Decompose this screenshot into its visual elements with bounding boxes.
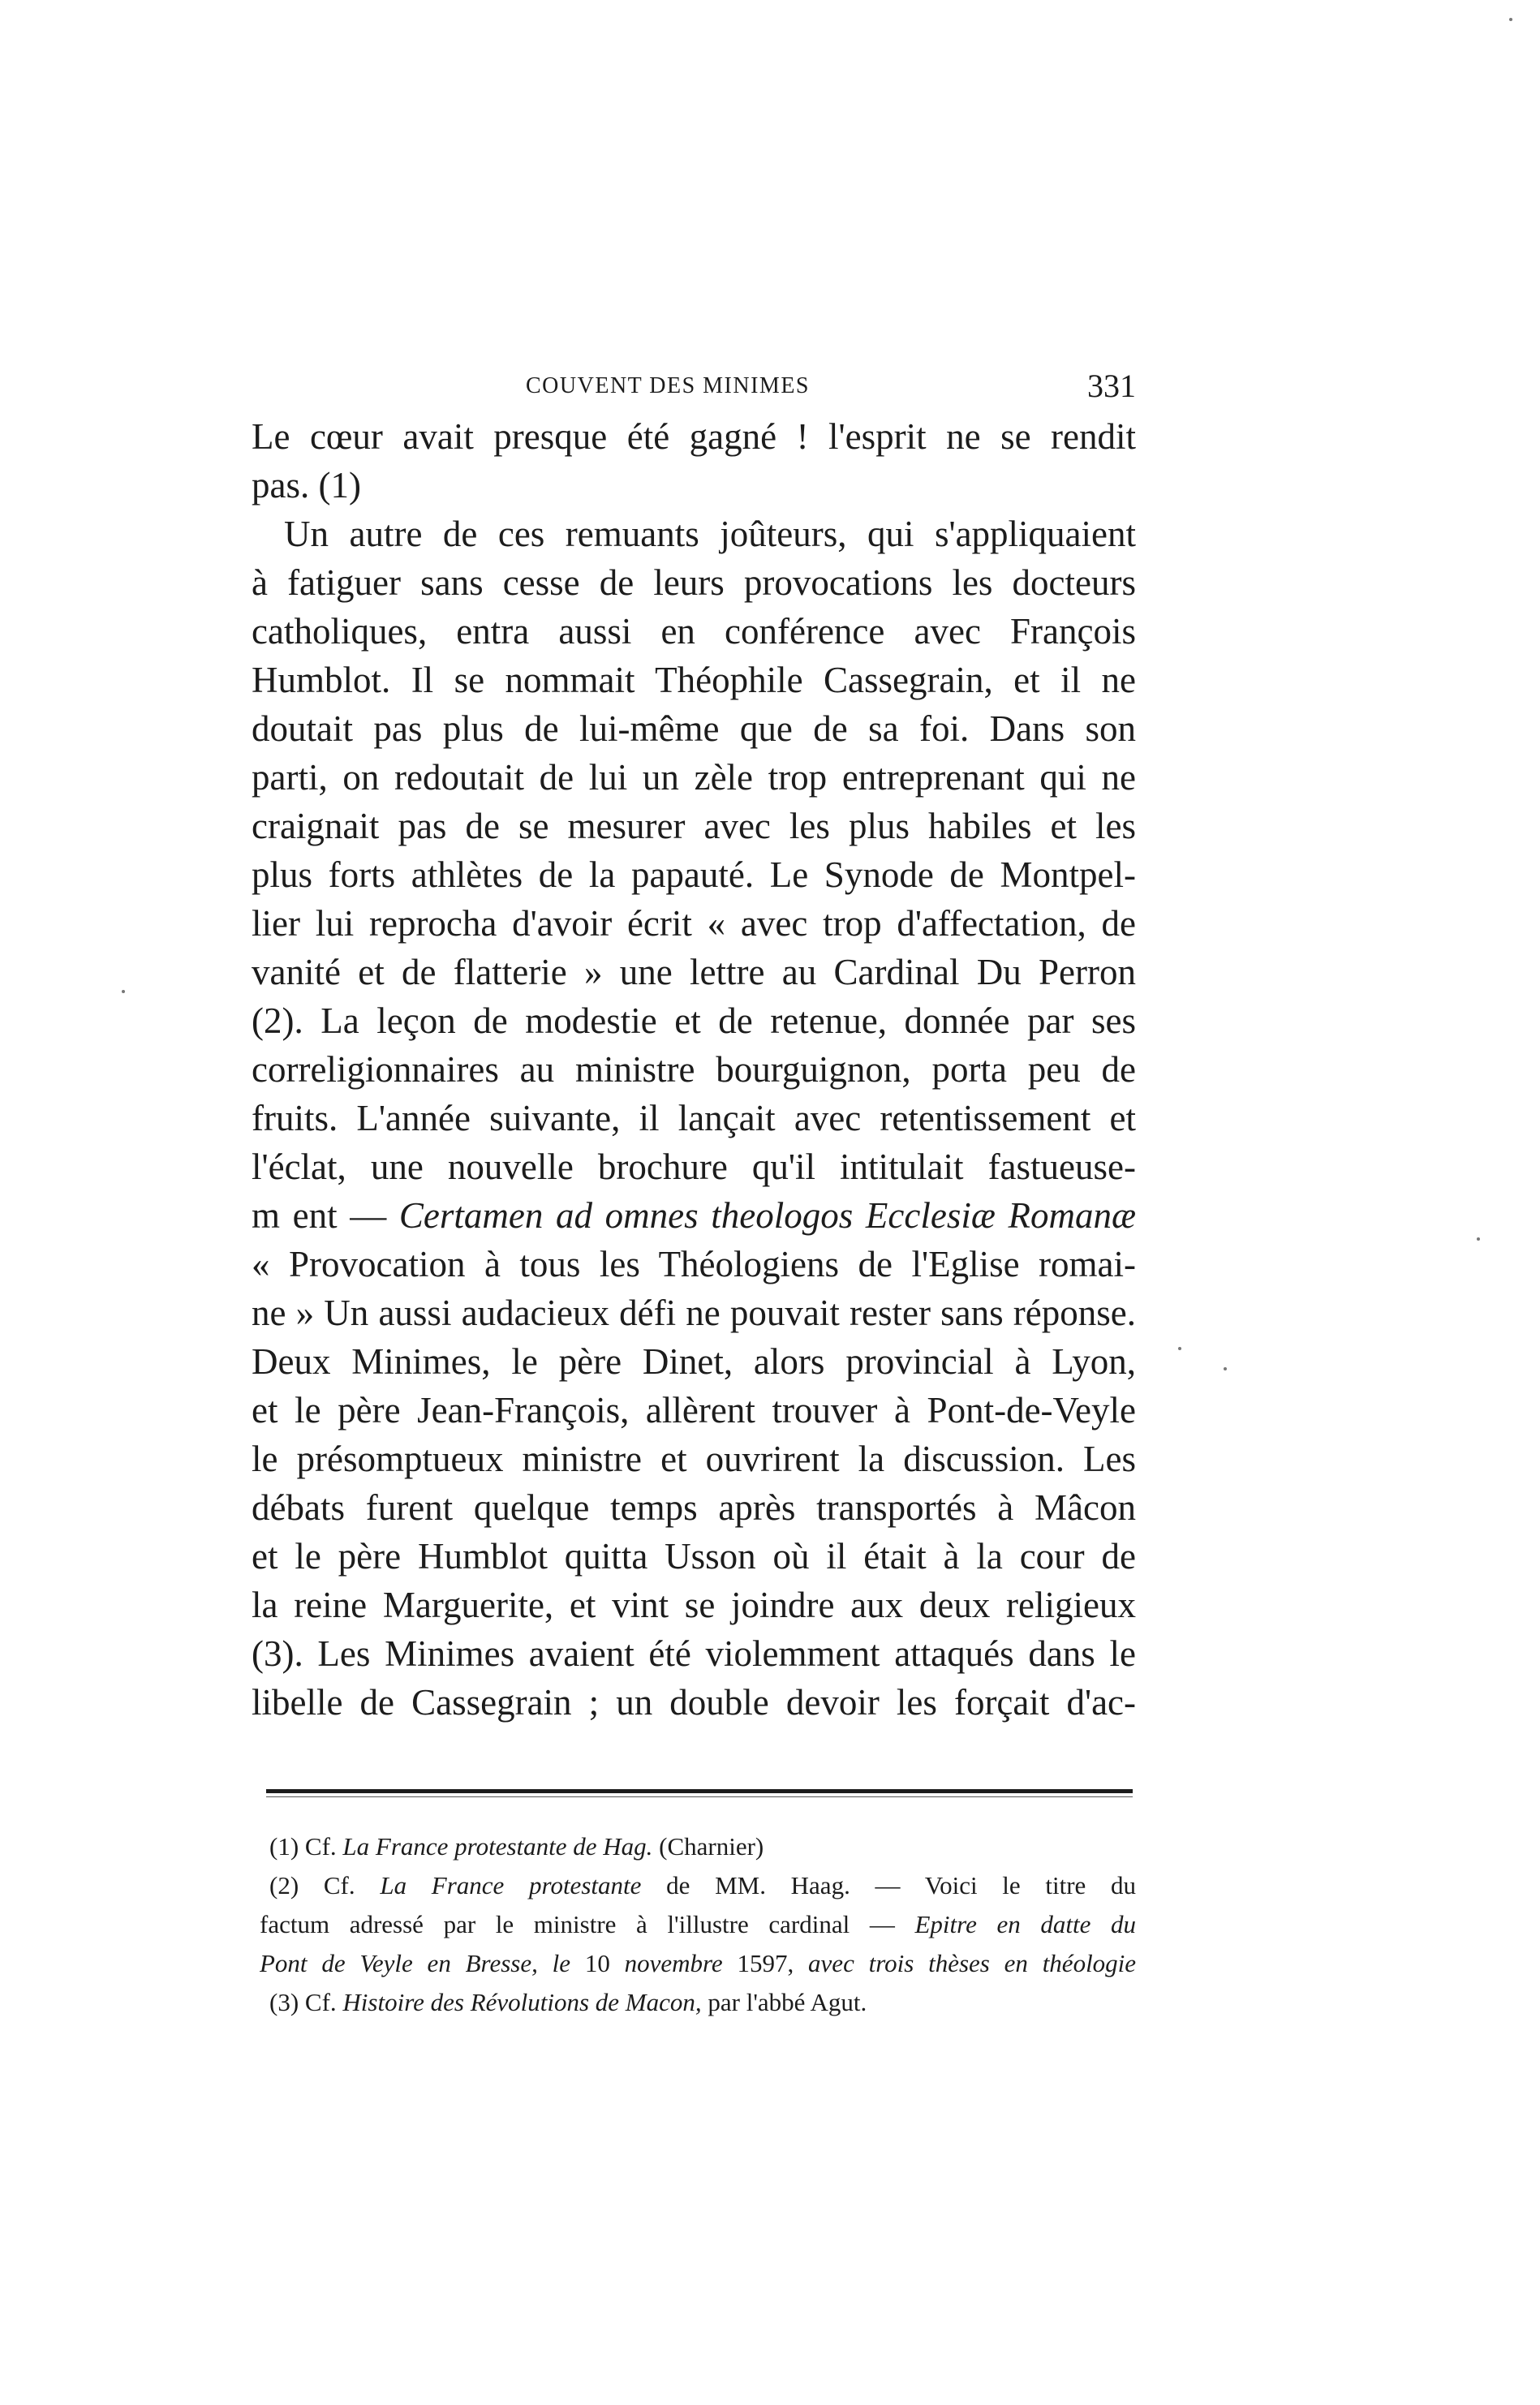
text-line: Humblot. Il se nommait Théophile Cassegrain, et il ne bbox=[252, 660, 1136, 700]
footnote-text: 1597, bbox=[737, 1949, 794, 1977]
text-line: (3). Les Minimes avaient été violemment attaqués dans le bbox=[252, 1633, 1136, 1674]
text-line: et le père Humblot quitta Usson où il était à la cour de bbox=[252, 1536, 1136, 1577]
footnote-title: La France protestante de Hag. bbox=[342, 1832, 653, 1861]
text-line-with-latin-title bbox=[252, 1191, 1136, 1240]
paper-speck bbox=[1224, 1367, 1227, 1370]
text-line: parti, on redoutait de lui un zèle trop entreprenant qui ne bbox=[252, 757, 1136, 798]
text-line: vanité et de flatterie » une lettre au Cardinal Du Perron bbox=[252, 952, 1136, 992]
footnote-title: La France protestante bbox=[380, 1871, 642, 1899]
paper-speck bbox=[1509, 18, 1512, 21]
running-head: COUVENT DES MINIMES bbox=[526, 373, 810, 398]
footnote-separator bbox=[266, 1789, 1133, 1793]
text-line: l'éclat, une nouvelle brochure qu'il intitulait fastueuse- bbox=[252, 1147, 1136, 1187]
text-line: libelle de Cassegrain ; un double devoir les forçait d'ac- bbox=[252, 1682, 1136, 1723]
text-line: « Provocation à tous les Théologiens de l'Eglise romai- bbox=[252, 1244, 1136, 1284]
footnotes bbox=[260, 1827, 1136, 2022]
footnote-3 bbox=[260, 1983, 1136, 2022]
text-line: catholiques, entra aussi en conférence avec François bbox=[252, 611, 1136, 652]
text-line: plus forts athlètes de la papauté. Le Synode de Montpel- bbox=[252, 854, 1136, 895]
footnote-mark: (1) Cf. bbox=[269, 1832, 337, 1861]
footnote-mark: (3) Cf. bbox=[269, 1988, 337, 2016]
text-line: correligionnaires au ministre bourguignon, porta peu de bbox=[252, 1049, 1136, 1090]
footnote-2 bbox=[260, 1866, 1136, 1905]
line-lead: m ent — bbox=[252, 1195, 399, 1236]
text-line: Le cœur avait presque été gagné ! l'esprit ne se rendit bbox=[252, 416, 1136, 457]
footnote-2-line-2 bbox=[260, 1905, 1136, 1944]
text-line: le présomptueux ministre et ouvrirent la discussion. Les bbox=[252, 1439, 1136, 1479]
footnote-title: avec trois thèses en théologie bbox=[808, 1949, 1137, 1977]
footnote-2-line-3 bbox=[260, 1944, 1136, 1983]
footnote-separator-thin bbox=[266, 1796, 1133, 1797]
footnote-text: 10 bbox=[584, 1949, 610, 1977]
paper-speck bbox=[1178, 1347, 1181, 1350]
footnote-text: (Charnier) bbox=[659, 1832, 764, 1861]
text-line: craignait pas de se mesurer avec les plus habiles et les bbox=[252, 806, 1136, 846]
text-line: fruits. L'année suivante, il lançait avec retentissement et bbox=[252, 1098, 1136, 1138]
text-line: ne » Un aussi audacieux défi ne pouvait rester sans réponse. bbox=[252, 1293, 1136, 1333]
page-header bbox=[252, 367, 1136, 407]
footnote-text: de MM. Haag. — Voici le titre du bbox=[666, 1871, 1137, 1899]
paper-speck bbox=[1477, 1237, 1480, 1241]
text-line: lier lui reprocha d'avoir écrit « avec trop d'affectation, de bbox=[252, 903, 1136, 944]
latin-title: Certamen ad omnes theologos Ecclesiæ Romanæ bbox=[398, 1195, 1136, 1236]
footnote-title: Histoire des Révolutions de Macon, bbox=[342, 1988, 702, 2016]
footnote-title: Epitre en datte du bbox=[914, 1910, 1136, 1938]
text-line: (2). La leçon de modestie et de retenue, donnée par ses bbox=[252, 1000, 1136, 1041]
footnote-title: novembre bbox=[624, 1949, 723, 1977]
text-line: Un autre de ces remuants joûteurs, qui s'appliquaient bbox=[284, 514, 1136, 554]
text-line: Deux Minimes, le père Dinet, alors provincial à Lyon, bbox=[252, 1341, 1136, 1382]
text-line: et le père Jean-François, allèrent trouver à Pont-de-Veyle bbox=[252, 1390, 1136, 1431]
page-number: 331 bbox=[1087, 368, 1136, 404]
text-line: doutait pas plus de lui-même que de sa foi. Dans son bbox=[252, 708, 1136, 749]
text-line: la reine Marguerite, et vint se joindre aux deux religieux bbox=[252, 1585, 1136, 1625]
text-line: à fatiguer sans cesse de leurs provocations les docteurs bbox=[252, 562, 1136, 603]
footnote-title: Pont de Veyle en Bresse, le bbox=[260, 1949, 571, 1977]
paper-speck bbox=[122, 990, 125, 993]
footnote-mark: (2) Cf. bbox=[269, 1871, 355, 1899]
footnote-1 bbox=[260, 1827, 1136, 1866]
text-line: débats furent quelque temps après transportés à Mâcon bbox=[252, 1487, 1136, 1528]
footnote-text: par l'abbé Agut. bbox=[708, 1988, 867, 2016]
body-text bbox=[252, 412, 1136, 1727]
text-line: pas. (1) bbox=[252, 465, 361, 506]
footnote-text: factum adressé par le ministre à l'illustre cardinal — bbox=[260, 1910, 895, 1938]
